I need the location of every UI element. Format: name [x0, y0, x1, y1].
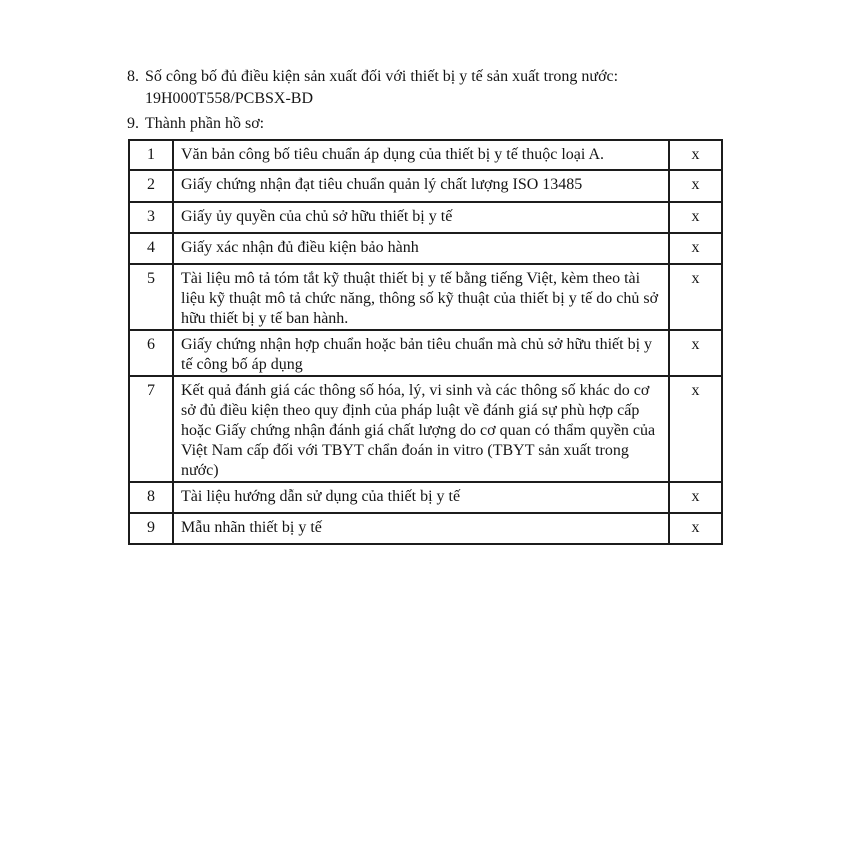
item-8 [127, 66, 618, 110]
row-description: Tài liệu mô tả tóm tắt kỹ thuật thiết bị y tế bằng tiếng Việt, kèm theo tài liệu kỹ thuật mô tả chức năng, thông số kỹ thuật của thiết bị y tế do chủ sở hữu thiết bị y tế ban hành. [173, 264, 669, 330]
row-description: Tài liệu hướng dẫn sử dụng của thiết bị y tế [173, 482, 669, 513]
row-number: 7 [129, 376, 173, 482]
row-description: Giấy xác nhận đủ điều kiện bảo hành [173, 233, 669, 264]
row-mark: x [669, 202, 722, 233]
table-row [129, 233, 722, 264]
item-8-number: 8. [127, 68, 139, 85]
table-row [129, 513, 722, 544]
table-row [129, 376, 722, 482]
item-9-number: 9. [127, 115, 139, 132]
row-number: 2 [129, 170, 173, 202]
row-description: Kết quả đánh giá các thông số hóa, lý, vi sinh và các thông số khác do cơ sở đủ điều kiện theo quy định của pháp luật về đánh giá sự phù hợp cấp hoặc Giấy chứng nhận đánh giá chất lượng do cơ quan có thẩm quyền của Việt Nam cấp đối với TBYT chẩn đoán in vitro (TBYT sản xuất trong nước) [173, 376, 669, 482]
row-description: Văn bản công bố tiêu chuẩn áp dụng của thiết bị y tế thuộc loại A. [173, 140, 669, 170]
item-8-value: 19H000T558/PCBSX-BD [145, 90, 314, 107]
row-number: 8 [129, 482, 173, 513]
row-mark: x [669, 170, 722, 202]
item-9-label: Thành phần hồ sơ: [145, 115, 265, 132]
item-8-label: Số công bố đủ điều kiện sản xuất đối với thiết bị y tế sản xuất trong nước: [145, 68, 619, 85]
table-row [129, 170, 722, 202]
row-number: 5 [129, 264, 173, 330]
row-number: 9 [129, 513, 173, 544]
table-row [129, 482, 722, 513]
dossier-table [128, 139, 723, 545]
row-number: 6 [129, 330, 173, 376]
row-mark: x [669, 140, 722, 170]
row-description: Mẫu nhãn thiết bị y tế [173, 513, 669, 544]
row-description: Giấy chứng nhận hợp chuẩn hoặc bản tiêu chuẩn mà chủ sở hữu thiết bị y tế công bố áp dụng [173, 330, 669, 376]
item-9 [127, 113, 264, 135]
row-description: Giấy ủy quyền của chủ sở hữu thiết bị y tế [173, 202, 669, 233]
row-mark: x [669, 513, 722, 544]
dossier-table-body [129, 140, 722, 544]
table-row [129, 202, 722, 233]
row-number: 4 [129, 233, 173, 264]
row-mark: x [669, 264, 722, 330]
row-number: 1 [129, 140, 173, 170]
row-mark: x [669, 233, 722, 264]
row-number: 3 [129, 202, 173, 233]
row-mark: x [669, 376, 722, 482]
table-row [129, 140, 722, 170]
row-description: Giấy chứng nhận đạt tiêu chuẩn quản lý chất lượng ISO 13485 [173, 170, 669, 202]
row-mark: x [669, 330, 722, 376]
table-row [129, 330, 722, 376]
row-mark: x [669, 482, 722, 513]
table-row [129, 264, 722, 330]
